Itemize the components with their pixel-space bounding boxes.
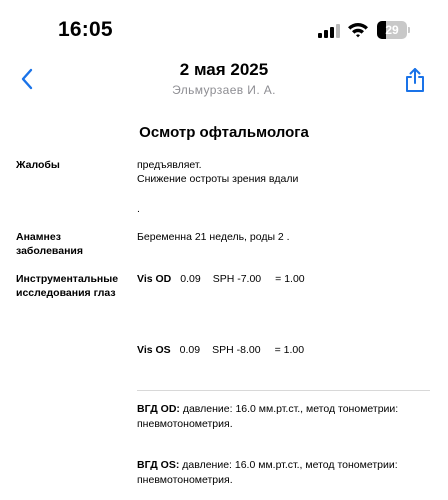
- section-divider: [137, 390, 430, 391]
- vis-od-row: [137, 272, 305, 286]
- wifi-icon: [347, 21, 369, 39]
- iop-od-line-2: пневмотонометрия.: [137, 417, 233, 430]
- exam-title: Осмотр офтальмолога: [139, 124, 309, 141]
- share-icon: [407, 69, 423, 91]
- instrumental-label-line-1: Инструментальные: [16, 273, 119, 285]
- anamnesis-value: Беременна 21 недель, роды 2 .: [137, 231, 290, 243]
- vis-od-eye: Vis OD: [137, 273, 172, 285]
- complaints-line-3: .: [137, 203, 140, 215]
- iop-od-label: ВГД OD:: [137, 403, 180, 415]
- battery-level: 29: [385, 23, 399, 37]
- vis-os-acuity: 0.09: [179, 344, 201, 356]
- anamnesis-label-line-2: заболевания: [16, 245, 84, 257]
- cellular-signal-icon: [318, 24, 342, 38]
- anamnesis-label-line-1: Анамнез: [16, 231, 61, 243]
- navigation-bar: [0, 56, 448, 106]
- vis-os-eye: Vis OS: [137, 344, 171, 356]
- page-title: 2 мая 2025: [179, 60, 269, 79]
- vis-os-sph: SPH -8.00: [212, 344, 261, 356]
- complaints-line-2: Снижение остроты зрения вдали: [137, 173, 299, 185]
- vis-os-row: [137, 343, 304, 357]
- vis-os-corrected: = 1.00: [274, 344, 305, 356]
- instrumental-label-line-2: исследования глаз: [16, 287, 116, 299]
- battery-icon: [377, 21, 410, 39]
- vis-od-acuity: 0.09: [180, 273, 201, 285]
- iop-os-line-2: пневмотонометрия.: [137, 473, 233, 486]
- vis-od-sph: SPH -7.00: [212, 273, 262, 285]
- iop-os: [137, 458, 432, 487]
- status-time: 16:05: [58, 18, 113, 41]
- share-button[interactable]: [402, 66, 428, 94]
- complaints-line-1: предъявляет.: [137, 159, 202, 171]
- vis-od-corrected: = 1.00: [275, 273, 305, 285]
- iop-od: [137, 402, 432, 431]
- status-bar: [0, 0, 448, 62]
- complaints-label: Жалобы: [16, 159, 60, 171]
- iop-os-label: ВГД OS:: [137, 459, 180, 471]
- doctor-name: Эльмурзаев И. А.: [172, 83, 276, 97]
- iop-os-line-1: давление: 16.0 мм.рт.ст., метод тонометрии:: [179, 459, 398, 471]
- iop-od-line-1: давление: 16.0 мм.рт.ст., метод тонометрии:: [179, 403, 399, 415]
